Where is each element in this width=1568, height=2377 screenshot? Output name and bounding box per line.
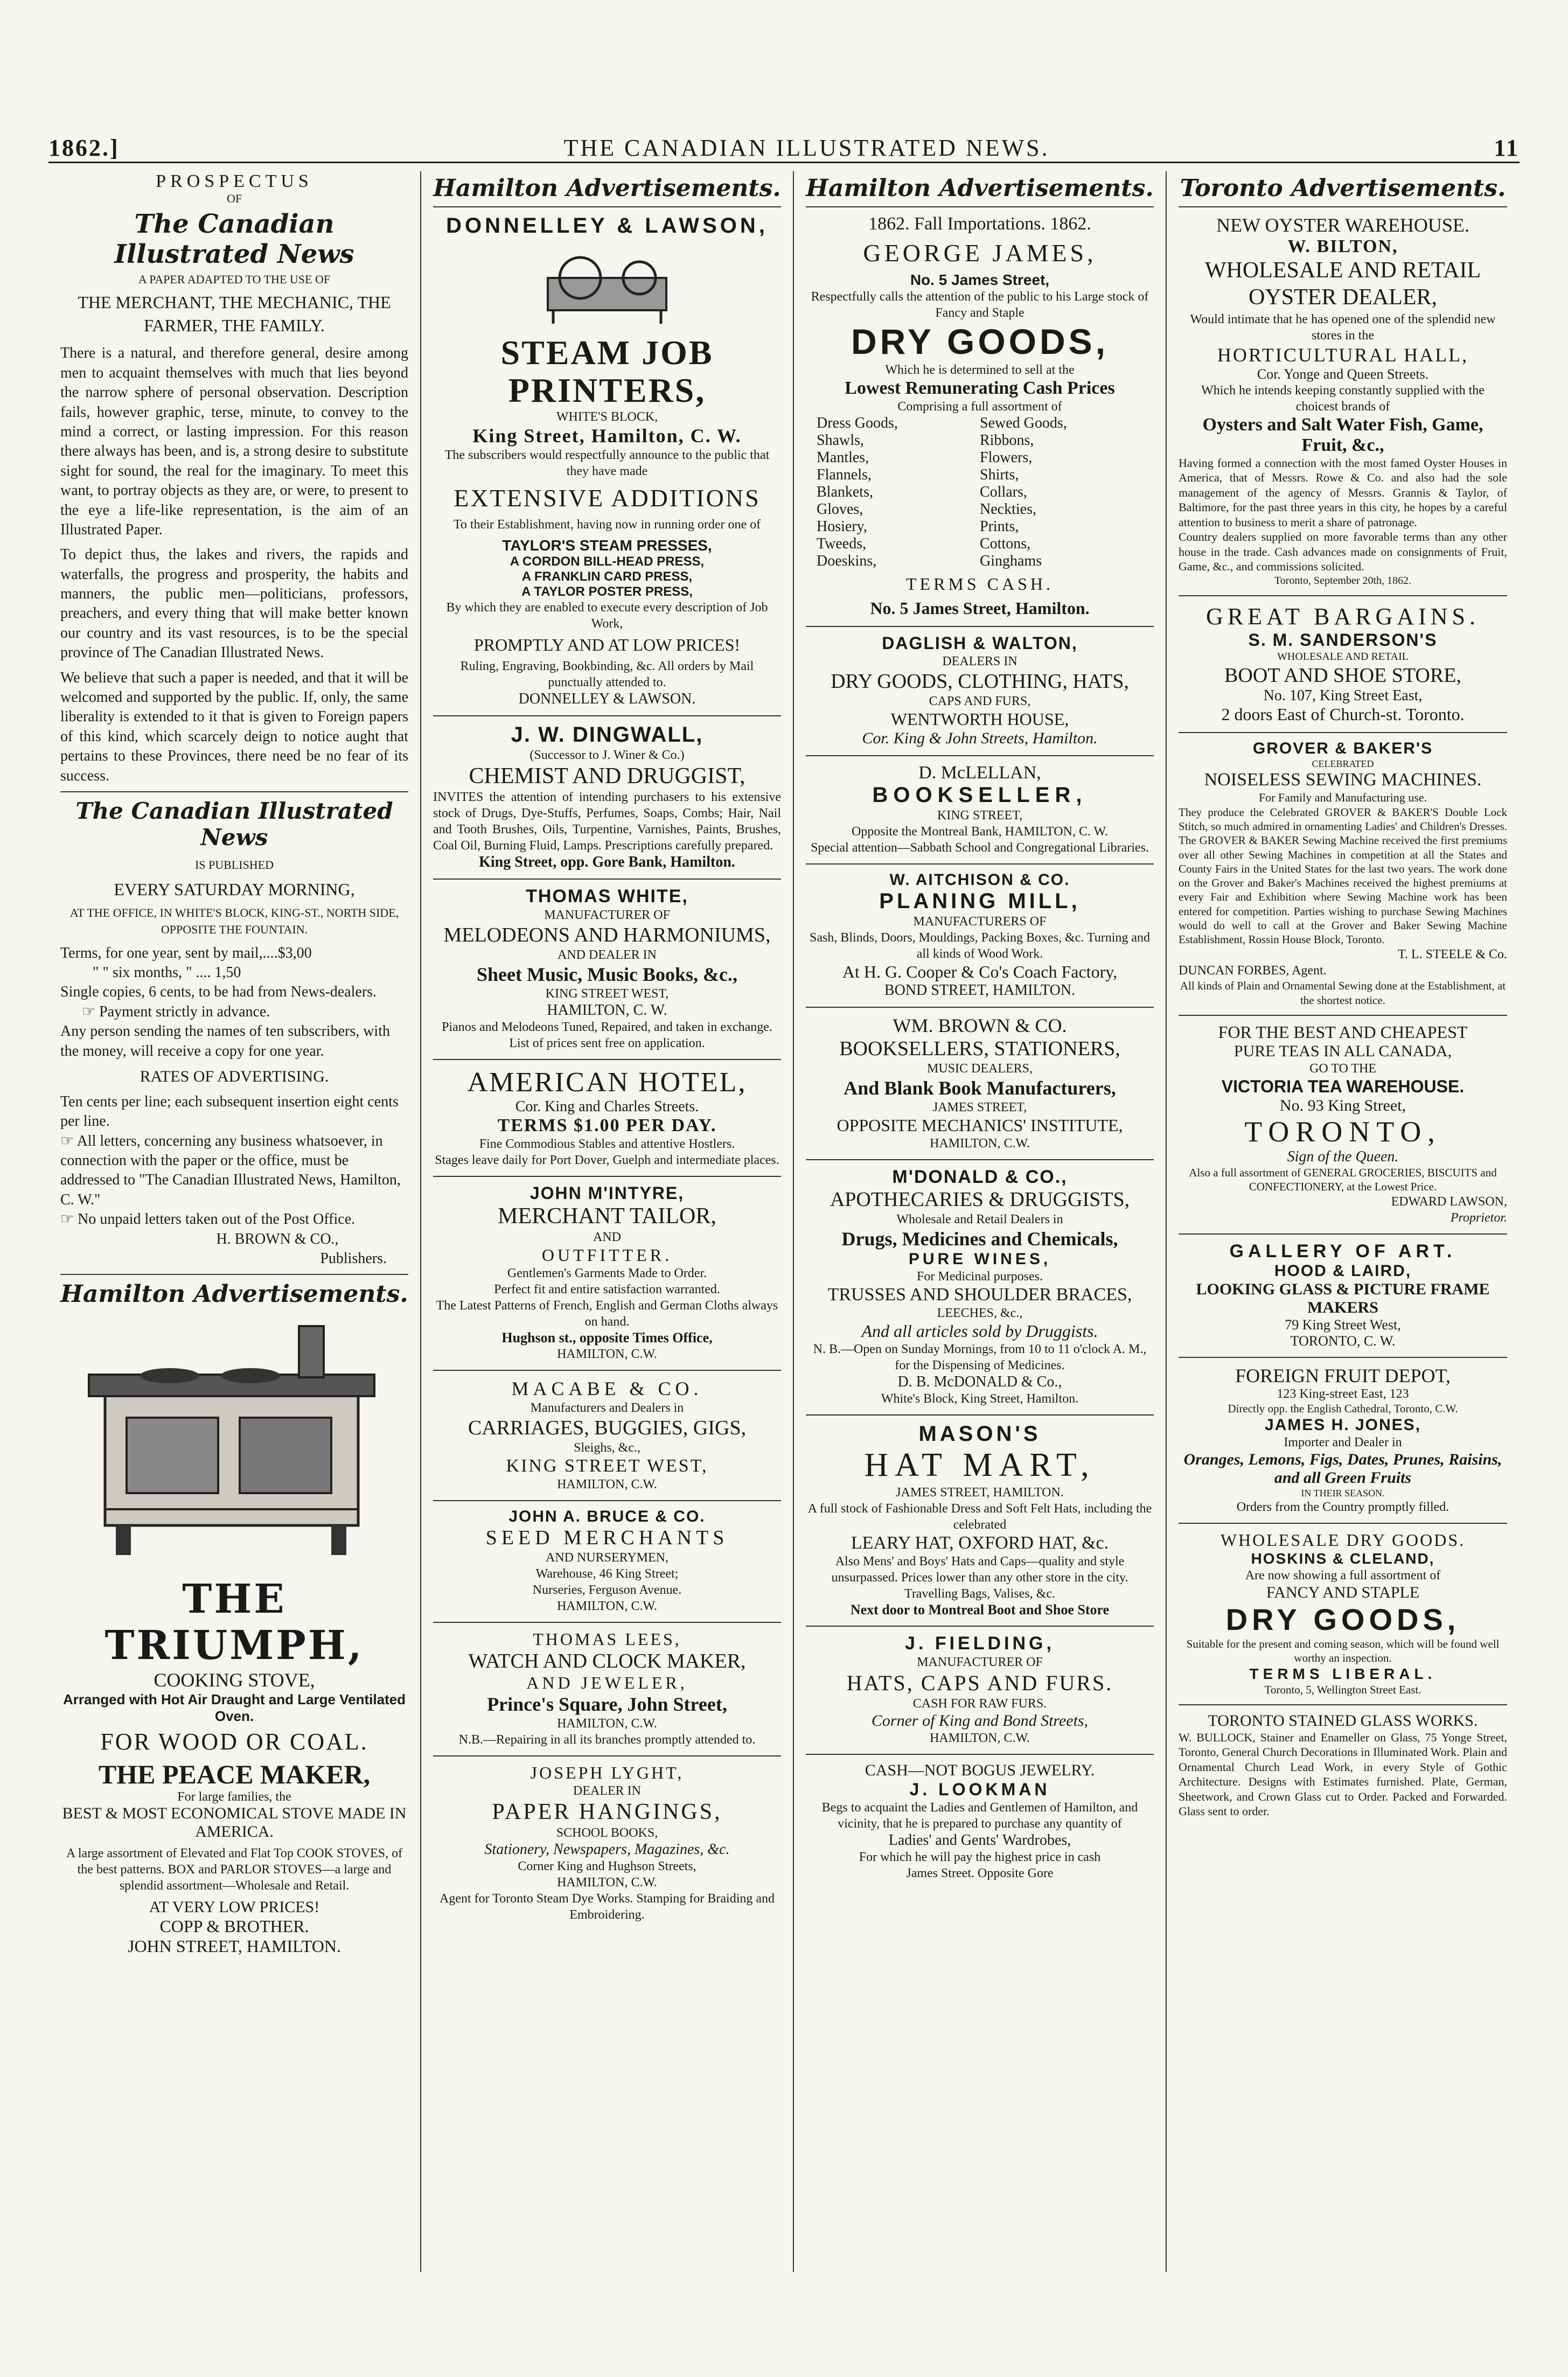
triumph-title: THE TRIUMPH,: [104, 1576, 364, 1669]
james-hamilton: JAMES STREET, HAMILTON.: [896, 1486, 1064, 1500]
list-item: Mantles,: [817, 449, 869, 466]
ad-bullock: [1179, 1705, 1507, 1827]
no5-james: No. 5 James Street,: [910, 271, 1050, 288]
garments: Gentlemen's Garments Made to Order.: [507, 1266, 707, 1280]
adapted-line: A PAPER ADAPTED TO THE USE OF: [138, 273, 331, 286]
wellington: Toronto, 5, Wellington Street East.: [1264, 1683, 1421, 1696]
ad-mason: [806, 1416, 1154, 1627]
comprising: Comprising a full assortment of: [897, 400, 1062, 414]
hoskins-name: HOSKINS & CLELAND,: [1251, 1550, 1435, 1567]
fancy-staple: FANCY AND STAPLE: [1266, 1584, 1420, 1602]
wholesale-retail-2: WHOLESALE AND RETAIL: [1277, 650, 1409, 663]
leeches: LEECHES, &c.,: [937, 1306, 1023, 1320]
hamilton-ads-heading-2: Hamilton Advertisements.: [806, 171, 1154, 207]
mfrs-dealers: Manufacturers and Dealers in: [530, 1400, 684, 1415]
lowest-prices: Lowest Remunerating Cash Prices: [845, 378, 1115, 398]
gore-bank: King Street, opp. Gore Bank, Hamilton.: [479, 853, 735, 870]
paper-hangings: PAPER HANGINGS,: [492, 1799, 722, 1824]
list-item: Cottons,: [980, 535, 1031, 552]
columns: [48, 171, 1519, 2272]
invites-text: INVITES the attention of intending purchasers to his extensive stock of Drugs, Dye-Stuffs, Perfumes, Soaps, Combs; Hair, Nail and Tooth Brushes, Oils, Turpentine, Varnishes, Paints, Brushes, Coal Oil, Burning Fluid, Lamps. Prescriptions carefully prepared.: [433, 790, 781, 853]
groceries: Also a full assortment of GENERAL GROCERIES, BISCUITS and CONFECTIONERY, at the Lowest Price.: [1189, 1166, 1497, 1194]
stove-illustration: [73, 1315, 396, 1569]
celebrated: CELEBRATED: [1312, 758, 1374, 769]
ad-fielding: [806, 1627, 1154, 1755]
ad-lyght: [433, 1756, 781, 1930]
promptly: PROMPTLY AND AT LOW PRICES!: [473, 635, 741, 654]
job-work-note: By which they are enabled to execute every description of Job Work,: [446, 600, 768, 631]
ad-lees: [433, 1623, 781, 1756]
oysters-fish: Oysters and Salt Water Fish, Game, Fruit, &c.,: [1202, 414, 1483, 455]
stages: Stages leave daily for Port Dover, Guelph and intermediate places.: [435, 1153, 779, 1167]
king-john: Cor. King & John Streets, Hamilton.: [862, 729, 1098, 747]
whites-block-2: White's Block, King Street, Hamilton.: [881, 1392, 1079, 1406]
list-item: Hosiery,: [817, 518, 867, 535]
mintyre-name: JOHN M'INTYRE,: [529, 1183, 685, 1203]
connection-note: Having formed a connection with the most famed Oyster Houses in America, that of Messrs. Rowe & Co. and also had the sole management of the agency of Messrs. Grannis & Taylor, of Baltimore, for the past three years in this city, he hopes by a careful attention to business to merit a share of patronage.: [1179, 456, 1507, 529]
apothecaries: APOTHECARIES & DRUGGISTS,: [830, 1188, 1130, 1211]
ad-lookman: [806, 1755, 1154, 1889]
ad-jones: [1179, 1358, 1507, 1524]
hamilton-cw-4: HAMILTON, C.W.: [557, 1716, 657, 1731]
rates-text: Ten cents per line; each subsequent insertion eight cents per line.: [60, 1093, 399, 1130]
hamilton-cw-2: HAMILTON, C.W.: [557, 1477, 657, 1491]
best-cheapest: FOR THE BEST AND CHEAPEST: [1218, 1022, 1468, 1042]
list-item: Flannels,: [817, 466, 872, 483]
low-prices: AT VERY LOW PRICES!: [149, 1898, 320, 1916]
cordon-press: A CORDON BILL-HEAD PRESS,: [510, 554, 705, 569]
dye-works-agent: Agent for Toronto Steam Dye Works. Stamping for Braiding and Embroidering.: [439, 1891, 775, 1922]
prospectus-para-2: To depict thus, the lakes and rivers, the rapids and waterfalls, the progress and prosperity, the habits and manners, the public men—politicians, professors, preachers, and every thing that will make better known our country and its vast resources, is to be the special province of The Canadian Illustrated News.: [60, 546, 408, 661]
hotel-corner: Cor. King and Charles Streets.: [515, 1098, 699, 1115]
cooking-stove: COOKING STOVE,: [154, 1669, 315, 1691]
king-street: KING STREET,: [937, 808, 1023, 822]
sheet-music: Sheet Music, Music Books, &c.,: [477, 963, 737, 985]
daglish-name: DAGLISH & WALTON,: [882, 633, 1078, 653]
list-item: Tweeds,: [817, 535, 867, 552]
ad-sanderson: [1179, 596, 1507, 733]
hamilton-cw-6: HAMILTON, C.W.: [930, 1137, 1030, 1151]
suitable: Suitable for the present and coming season, which will be found well worthy an inspection.: [1186, 1637, 1500, 1665]
warehouse: Warehouse, 46 King Street;: [535, 1566, 679, 1581]
go-to: GO TO THE: [1309, 1061, 1376, 1076]
bookseller: BOOKSELLER,: [872, 783, 1088, 807]
school-books: SCHOOL BOOKS,: [556, 1825, 658, 1840]
full-stock: A full stock of Fashionable Dress and Soft Felt Hats, including the celebrated: [807, 1502, 1152, 1532]
music-dealers: MUSIC DEALERS,: [926, 1062, 1033, 1076]
pointing-hand-icon: ☞: [60, 1132, 77, 1149]
macabe-name: MACABE & CO.: [511, 1377, 703, 1399]
subscribers-note: The subscribers would respectfully announce to the public that they have made: [444, 448, 770, 478]
terms-liberal: TERMS LIBERAL.: [1249, 1665, 1437, 1682]
begs: Begs to acquaint the Ladies and Gentlemen of Hamilton, and vicinity, that he is prepared to purchase any quantity of: [821, 1801, 1138, 1831]
bruce-name: JOHN A. BRUCE & CO.: [508, 1507, 706, 1525]
blank-book: And Blank Book Manufacturers,: [844, 1077, 1116, 1099]
unpaid-note: [60, 1210, 408, 1229]
ad-dingwall: [433, 716, 781, 880]
list-item: Collars,: [980, 484, 1027, 500]
fielding-name: J. FIELDING,: [905, 1633, 1055, 1654]
perfect-fit: Perfect fit and entire satisfaction warranted.: [494, 1282, 720, 1296]
coach-factory: At H. G. Cooper & Co's Coach Factory,: [842, 962, 1118, 981]
hughson: Hughson st., opposite Times Office,: [501, 1329, 713, 1346]
ruling-note: Ruling, Engraving, Bookbinding, &c. All orders by Mail punctually attended to.: [460, 659, 754, 689]
page-number: 11: [1494, 135, 1520, 161]
whites-block: WHITE'S BLOCK,: [556, 409, 658, 424]
nurserymen: AND NURSERYMEN,: [545, 1550, 669, 1565]
best-stove: BEST & MOST ECONOMICAL STOVE MADE IN AMERICA.: [62, 1804, 407, 1841]
rates-heading: RATES OF ADVERTISING.: [140, 1067, 329, 1085]
grover-name: GROVER & BAKER'S: [1252, 739, 1433, 757]
hamilton-cw-5: HAMILTON, C.W.: [557, 1875, 657, 1890]
bilton-name: W. BILTON,: [1287, 236, 1398, 256]
dealers-in: DEALERS IN: [942, 654, 1018, 668]
poster-press: A TAYLOR POSTER PRESS,: [521, 584, 693, 599]
list-item: Doeskins,: [817, 553, 877, 569]
repairing: N.B.—Repairing in all its branches promptly attended to.: [458, 1732, 756, 1747]
toronto-title: TORONTO,: [1244, 1115, 1441, 1148]
terms-six-months: " " six months, " .... 1,50: [93, 964, 241, 981]
james-street: JAMES STREET,: [932, 1100, 1027, 1114]
sash-blinds: Sash, Blinds, Doors, Mouldings, Packing Boxes, &c. Turning and all kinds of Wood Work.: [809, 931, 1151, 961]
not-bogus: CASH—NOT BOGUS JEWELRY.: [865, 1761, 1095, 1779]
ad-bruce: [433, 1501, 781, 1623]
page-header: [48, 125, 1520, 163]
list-item: Ginghams: [980, 553, 1042, 569]
john-street: JOHN STREET, HAMILTON.: [128, 1936, 341, 1956]
ad-thomas-white: [433, 880, 781, 1060]
princes-square: Prince's Square, John Street,: [487, 1693, 727, 1715]
ad-wm-brown: [806, 1008, 1154, 1160]
mclellan-name: D. McLELLAN,: [918, 763, 1041, 783]
cathedral: Directly opp. the English Cathedral, Toronto, C.W.: [1228, 1402, 1458, 1416]
toronto-ads-heading: Toronto Advertisements.: [1179, 171, 1507, 207]
respectfully: Respectfully calls the attention of the public to his Large stock of Fancy and Staple: [811, 290, 1149, 320]
letters-text: All letters, concerning any business whatsoever, in connection with the paper or the office, must be addressed to "The Canadian Illustrated News, Hamilton, C. W.": [60, 1132, 401, 1208]
unpaid-text: No unpaid letters taken out of the Post Office.: [78, 1211, 356, 1228]
steele: T. L. STEELE & Co.: [1398, 947, 1507, 962]
melodeons: MELODEONS AND HARMONIUMS,: [443, 923, 771, 946]
printing-press-illustration: [532, 246, 682, 326]
ad-grover-baker: [1179, 733, 1507, 1016]
ad-aitchison: [806, 865, 1154, 1008]
king-west: KING STREET WEST,: [545, 986, 669, 1001]
list-item: Gloves,: [817, 501, 863, 518]
list-item: Neckties,: [980, 501, 1036, 518]
ad-mdonald: [806, 1160, 1154, 1416]
seed-merchants: SEED MERCHANTS: [485, 1526, 729, 1549]
dbm: D. B. McDONALD & Co.,: [897, 1374, 1062, 1390]
dealer-in: AND DEALER IN: [557, 947, 657, 962]
forbes: DUNCAN FORBES, Agent.: [1179, 964, 1327, 978]
peace-maker: THE PEACE MAKER,: [98, 1759, 371, 1790]
published-label: IS PUBLISHED: [194, 858, 274, 872]
hood-laird: HOOD & LAIRD,: [1274, 1262, 1412, 1280]
hamilton-ads-heading: Hamilton Advertisements.: [60, 1280, 408, 1308]
terms-cash: TERMS CASH.: [905, 574, 1054, 594]
american-hotel: AMERICAN HOTEL,: [467, 1066, 747, 1098]
ad-victoria-tea: [1179, 1016, 1507, 1235]
white-name: THOMAS WHITE,: [526, 886, 688, 907]
victoria-warehouse: VICTORIA TEA WAREHOUSE.: [1221, 1076, 1465, 1096]
oyster-warehouse: NEW OYSTER WAREHOUSE.: [1216, 214, 1469, 236]
terms-year: Terms, for one year, sent by mail,....$3,00: [60, 944, 312, 961]
steam-job-printers: STEAM JOB PRINTERS,: [500, 333, 714, 410]
list-item: Shawls,: [817, 432, 864, 449]
hats-caps: HATS, CAPS AND FURS.: [846, 1671, 1113, 1695]
stove-assortment: A large assortment of Elevated and Flat Top COOK STOVES, of the best patterns. BOX and PARLOR STOVES—a large and splendid assortment—Wholesale and Retail.: [66, 1846, 403, 1893]
taylor-presses: TAYLOR'S STEAM PRESSES,: [502, 536, 712, 554]
dry-goods-clothing: DRY GOODS, CLOTHING, HATS,: [831, 670, 1129, 693]
brown-name: WM. BROWN & CO.: [893, 1015, 1067, 1036]
and-label: AND: [593, 1230, 621, 1244]
choicest-brands: Which he intends keeping constantly supplied with the choicest brands of: [1201, 383, 1485, 414]
grover-text: They produce the Celebrated GROVER & BAKER'S Double Lock Stitch, so much admired in ornamenting Ladies' and Children's Dresses. The GROVER & BAKER Sewing Machine received the first premiums over all other Sewing Machines in competition at all the States and County Fairs in the United States for the last two years. The work done on the Grover and Baker's Machines received the highest premiums at every Fair and Exhibition where Sewing Machine work has been entered for competition. Parties wishing to purchase Sewing Machines would do well to call at the Grover and Baker Sewing Machine Establishment, Rossin House Block, Toronto.: [1179, 805, 1507, 946]
fruit-depot: FOREIGN FRUIT DEPOT,: [1235, 1365, 1451, 1387]
sanderson-name: S. M. SANDERSON'S: [1248, 630, 1438, 650]
caps-furs: CAPS AND FURS,: [929, 694, 1031, 708]
successor: (Successor to J. Winer & Co.): [529, 748, 685, 762]
ad-mclellan: [806, 756, 1154, 865]
payment-text: Payment strictly in advance.: [99, 1003, 270, 1020]
list-item: Shirts,: [980, 466, 1019, 483]
sign-queen: Sign of the Queen.: [1287, 1148, 1399, 1165]
raw-furs: CASH FOR RAW FURS.: [912, 1697, 1047, 1711]
hotel-terms: TERMS $1.00 PER DAY.: [497, 1115, 717, 1135]
corner-streets: Corner King and Hughson Streets,: [518, 1859, 696, 1873]
sabbath: Special attention—Sabbath School and Congregational Libraries.: [811, 841, 1149, 855]
plain-sewing: All kinds of Plain and Ornamental Sewing done at the Establishment, at the shortest notice.: [1180, 979, 1506, 1007]
column-toronto: [1167, 171, 1519, 2272]
jeweler: AND JEWELER,: [526, 1672, 688, 1692]
bullock-text: W. BULLOCK, Stainer and Enameller on Glass, 75 Yonge Street, Toronto, General Church Decorations in Illuminated Work. Plain and Ornamental Church Lead Work, in every Style of Gothic Architecture. Designs with Estimates furnished. Plate, German, Sheetwork, and Crown Glass cut to Order. Packed and Forwarded. Glass sent to order.: [1179, 1730, 1507, 1818]
merchant-tailor: MERCHANT TAILOR,: [498, 1203, 716, 1229]
of-label: OF: [226, 192, 242, 205]
wentworth: WENTWORTH HOUSE,: [890, 709, 1069, 729]
country-orders: Orders from the Country promptly filled.: [1236, 1500, 1449, 1515]
lyght-name: JOSEPH LYGHT,: [530, 1762, 684, 1782]
leary-hat: LEARY HAT, OXFORD HAT, &c.: [851, 1533, 1109, 1553]
no107: No. 107, King Street East,: [1263, 687, 1423, 704]
medicinal: For Medicinal purposes.: [917, 1270, 1043, 1284]
ad-george-james: [806, 207, 1154, 627]
doors-east: 2 doors East of Church-st. Toronto.: [1221, 704, 1465, 724]
montreal-bank: Opposite the Montreal Bank, HAMILTON, C. W.: [852, 825, 1108, 839]
family-use: For Family and Manufacturing use.: [1258, 791, 1427, 805]
toronto-cw: TORONTO, C. W.: [1290, 1333, 1396, 1349]
manufacturer-of: MANUFACTURER OF: [544, 908, 670, 922]
planing-mill: PLANING MILL,: [879, 889, 1081, 913]
mdonald-name: M'DONALD & CO.,: [892, 1167, 1068, 1187]
horticultural-hall: HORTICULTURAL HALL,: [1217, 344, 1469, 366]
column-hamilton-1: [421, 171, 794, 2272]
large-families: For large families, the: [177, 1790, 291, 1804]
hamilton-cw-3: HAMILTON, C.W.: [557, 1599, 657, 1613]
prospectus-heading: PROSPECTUS: [156, 171, 313, 191]
donnelley-name: DONNELLEY & LAWSON,: [446, 214, 768, 238]
druggist-articles: And all articles sold by Druggists.: [861, 1321, 1098, 1341]
publishers-label: Publishers.: [320, 1250, 387, 1267]
every-saturday: EVERY SATURDAY MORNING,: [114, 879, 355, 899]
pure-teas: PURE TEAS IN ALL CANADA,: [1234, 1042, 1452, 1060]
list-item: Blankets,: [817, 484, 873, 500]
audience-line: THE MERCHANT, THE MECHANIC, THE FARMER, THE FAMILY.: [78, 292, 391, 336]
latest-patterns: The Latest Patterns of French, English and German Cloths always on hand.: [436, 1298, 778, 1329]
proprietor: Proprietor.: [1450, 1211, 1507, 1225]
pointing-hand-icon: ☞: [60, 1211, 78, 1228]
dry-goods: DRY GOODS,: [851, 322, 1109, 361]
ad-bilton: [1179, 207, 1507, 596]
king-street-west: KING STREET WEST,: [506, 1455, 708, 1476]
next-door: Next door to Montreal Boot and Shoe Store: [850, 1602, 1110, 1618]
paper-name: The Canadian Illustrated News: [114, 209, 354, 269]
pointing-hand-icon: ☞: [82, 1003, 100, 1020]
lookman-name: J. LOOKMAN: [909, 1780, 1050, 1799]
oyster-dealer: WHOLESALE AND RETAIL OYSTER DEALER,: [1204, 258, 1481, 310]
list-item: Ribbons,: [980, 432, 1034, 449]
list-item: Dress Goods,: [817, 415, 898, 431]
great-bargains: GREAT BARGAINS.: [1206, 603, 1480, 630]
oyster-date: Toronto, September 20th, 1862.: [1274, 574, 1412, 587]
highest-price: For which he will pay the highest price in cash: [859, 1850, 1101, 1864]
payment-note: [60, 1002, 408, 1022]
stationery: Stationery, Newspapers, Magazines, &c.: [484, 1841, 730, 1858]
no5-hamilton: No. 5 James Street, Hamilton.: [870, 598, 1090, 618]
oranges: Oranges, Lemons, Figs, Dates, Prunes, Raisins, and all Green Fruits: [1183, 1450, 1502, 1487]
yonge-queen: Cor. Yonge and Queen Streets.: [1257, 366, 1429, 382]
stained-glass: TORONTO STAINED GLASS WORKS.: [1208, 1711, 1478, 1730]
fall-importations: 1862. Fall Importations. 1862.: [868, 214, 1091, 234]
masthead-title: THE CANADIAN ILLUSTRATED NEWS.: [563, 135, 1050, 161]
king-street-hamilton: King Street, Hamilton, C. W.: [472, 424, 742, 447]
ad-american-hotel: [433, 1060, 781, 1177]
stables: Fine Commodious Stables and attentive Hostlers.: [479, 1137, 735, 1151]
dingwall-name: J. W. DINGWALL,: [511, 722, 703, 747]
determined: Which he is determined to sell at the: [885, 363, 1075, 377]
paper-name-2: The Canadian Illustrated News: [75, 797, 393, 851]
george-james: GEORGE JAMES,: [863, 239, 1097, 267]
king79: 79 King Street West,: [1285, 1317, 1401, 1333]
ad-daglish: [806, 627, 1154, 756]
booksellers: BOOKSELLERS, STATIONERS,: [839, 1037, 1120, 1060]
column-hamilton-2: [794, 171, 1167, 2272]
wardrobes: Ladies' and Gents' Wardrobes,: [888, 1832, 1071, 1849]
arranged-line: Arranged with Hot Air Draught and Large Ventilated Oven.: [62, 1691, 406, 1725]
trusses: TRUSSES AND SHOULDER BRACES,: [827, 1285, 1132, 1305]
wholesale-retail: Wholesale and Retail Dealers in: [896, 1212, 1063, 1226]
mechanics-institute: OPPOSITE MECHANICS' INSTITUTE,: [837, 1116, 1123, 1135]
lookman-address: James Street. Opposite Gore: [906, 1866, 1054, 1880]
sunday-note: N. B.—Open on Sunday Mornings, from 10 to 11 o'clock A. M., for the Dispensing of Medicines.: [813, 1342, 1147, 1372]
letters-note: [60, 1132, 408, 1210]
franklin-press: A FRANKLIN CARD PRESS,: [521, 569, 693, 584]
dry-goods-2: DRY GOODS,: [1225, 1602, 1460, 1637]
edward-lawson: EDWARD LAWSON,: [1391, 1195, 1507, 1209]
boot-shoe: BOOT AND SHOE STORE,: [1224, 664, 1461, 687]
ad-mintyre: [433, 1177, 781, 1371]
mfr-of: MANUFACTURER OF: [917, 1655, 1043, 1669]
ad-macabe: [433, 1371, 781, 1501]
list-item: Prints,: [980, 518, 1019, 535]
aitchison-name: W. AITCHISON & CO.: [889, 871, 1070, 889]
dl-sign: DONNELLEY & LAWSON.: [518, 690, 696, 707]
showing: Are now showing a full assortment of: [1245, 1569, 1441, 1583]
would-intimate: Would intimate that he has opened one of the splendid new stores in the: [1190, 312, 1496, 343]
country-dealers: Country dealers supplied on more favorable terms than any other house in the trade. Cash advances made on consignments of Fruit, Game, &c., and commissions solicited.: [1179, 530, 1507, 574]
bond-street: BOND STREET, HAMILTON.: [884, 982, 1076, 999]
noiseless: NOISELESS SEWING MACHINES.: [1204, 770, 1482, 790]
masons: MASON'S: [918, 1422, 1041, 1446]
wood-coal: FOR WOOD OR COAL.: [100, 1728, 368, 1755]
issue-date: 1862.]: [48, 135, 120, 161]
goods-list-left: [817, 415, 980, 570]
ad-hoskins: [1179, 1524, 1507, 1705]
hamilton: HAMILTON, C. W.: [547, 1001, 667, 1019]
wholesale-dry: WHOLESALE DRY GOODS.: [1220, 1530, 1466, 1550]
copp-brother: COPP & BROTHER.: [159, 1916, 309, 1936]
carriages: CARRIAGES, BUGGIES, GIGS,: [468, 1416, 747, 1439]
no93: No. 93 King Street,: [1279, 1096, 1406, 1114]
lees-name: THOMAS LEES,: [533, 1629, 681, 1649]
hamilton-cw-7: HAMILTON, C.W.: [930, 1731, 1030, 1745]
hamilton-ads-heading: Hamilton Advertisements.: [433, 171, 781, 207]
hat-mart: HAT MART,: [864, 1447, 1096, 1483]
goods-list-right: [980, 415, 1143, 570]
gallery-art: GALLERY OF ART.: [1229, 1241, 1457, 1262]
pure-wines: PURE WINES,: [908, 1250, 1051, 1268]
jones-name: JAMES H. JONES,: [1264, 1416, 1421, 1434]
hamilton-cw: HAMILTON, C.W.: [557, 1347, 657, 1361]
mfrs-of: MANUFACTURERS OF: [913, 915, 1047, 929]
publisher-name: H. BROWN & CO.,: [216, 1230, 339, 1247]
single-copies: Single copies, 6 cents, to be had from News-dealers.: [60, 984, 377, 1001]
importer: Importer and Dealer in: [1284, 1435, 1402, 1449]
prospectus-para-3: We believe that such a paper is needed, and that it will be welcomed and supported by the public. If, only, the same liberality is extended to it that is given to Foreign papers of this kind, which scarcely deign to notice aught that pertains to these Provinces, there need be no fear of its success.: [60, 669, 408, 784]
king-bond: Corner of King and Bond Streets,: [871, 1712, 1089, 1730]
prospectus-para-1: There is a natural, and therefore general, desire among men to acquaint themselves with much that lies beyond the narrow sphere of personal observation. Description fails, however graphic, terse, minute, to convey to the mind a correct, or lasting impression. For this reason there always has been, and is, a strong desire to substitute sight for sound, the real for the imaginary. To meet this want, to portray objects as they are, or were, to present to the eye a life-like representation, is the aim of an Illustrated Paper.: [60, 345, 408, 538]
no123: 123 King-street East, 123: [1277, 1387, 1409, 1402]
establishment-note: To their Establishment, having now in running order one of: [453, 517, 761, 532]
column-prospectus: [48, 171, 421, 2272]
sleighs: Sleighs, &c.,: [574, 1440, 640, 1455]
office-address: AT THE OFFICE, IN WHITE'S BLOCK, KING-ST., NORTH SIDE, OPPOSITE THE FOUNTAIN.: [69, 905, 399, 936]
looking-glass: LOOKING GLASS & PICTURE FRAME MAKERS: [1196, 1280, 1490, 1317]
outfitter: OUTFITTER.: [541, 1245, 673, 1265]
season: IN THEIR SEASON.: [1301, 1487, 1385, 1498]
ad-donnelley: [433, 207, 781, 716]
dealer-in-2: DEALER IN: [573, 1783, 641, 1798]
goods-list: [806, 415, 1154, 570]
ad-hood-laird: [1179, 1235, 1507, 1358]
pianos-note: Pianos and Melodeons Tuned, Repaired, and taken in exchange. List of prices sent free on application.: [442, 1020, 772, 1050]
extensive-additions: EXTENSIVE ADDITIONS: [454, 484, 761, 512]
club-offer: Any person sending the names of ten subscribers, with the money, will receive a copy for one year.: [60, 1023, 390, 1059]
drugs: Drugs, Medicines and Chemicals,: [841, 1228, 1118, 1250]
watch-clock: WATCH AND CLOCK MAKER,: [468, 1649, 746, 1672]
mens-boys: Also Mens' and Boys' Hats and Caps—quality and style unsurpassed. Prices lower than any other store in the city. Travelling Bags, Valises, &c.: [831, 1555, 1128, 1601]
list-item: Flowers,: [980, 449, 1033, 466]
chemist: CHEMIST AND DRUGGIST,: [469, 763, 745, 789]
list-item: Sewed Goods,: [980, 415, 1067, 431]
nurseries: Nurseries, Ferguson Avenue.: [532, 1583, 682, 1597]
